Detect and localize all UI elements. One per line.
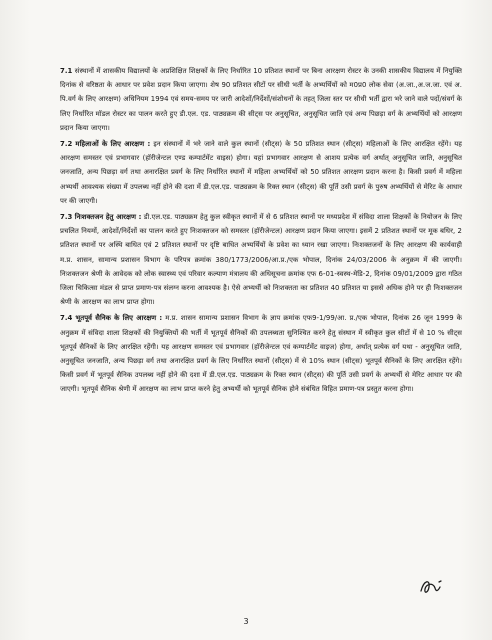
paragraph-number: 7.3 (60, 213, 73, 222)
signature-mark (418, 576, 446, 598)
paragraph-number: 7.4 (60, 314, 73, 323)
page-number: 3 (243, 617, 249, 626)
paragraph-number: 7.1 (60, 67, 73, 75)
paragraph-heading: निःशक्तजन हेतु आरक्षण : (74, 213, 142, 222)
paragraph-7-3 (60, 210, 462, 309)
paragraph-7-2 (60, 137, 462, 208)
paragraph-7-1 (60, 64, 462, 135)
paragraph-7-4 (60, 311, 462, 396)
paragraph-number: 7.2 (60, 140, 73, 149)
paragraph-text: म.प्र. शासन सामान्य प्रशासन विभाग के ज्ञाप क्रमांक एफ9-1/99/आ. प्र./एक भोपाल, दिनांक 26 जून 1999 के अनुक्रम में संविदा शाला शिक्षकों की नियुक्तियों की भर्ती में भूतपूर्व सैनिकों की उपलब्धता सुनिश्चित करने हेतु संस्थान में स्वीकृत कुल सीटों में से 10 % सीट्स भूतपूर्व सैनिकों के लिए आरक्षित रहेंगी। यह आरक्षण समस्तर एवं प्रभागवार (हॉरीजेन्टल एवं कम्पार्टमेंट वाइज) होगा, अर्थात् प्रत्येक वर्ग यथा - अनुसूचित जाति, अनुसूचित जनजाति, अन्य पिछड़ा वर्ग तथा अनारक्षित प्रवर्ग के लिए निर्धारित स्थानों (सीट्स) में से 10% स्थान (सीट्स) भूतपूर्व सैनिकों के लिए आरक्षित रहेंगे। किसी प्रवर्ग में भूतपूर्व सैनिक उपलब्ध नहीं होने की दशा में डी.एल.एड. पाठ्यक्रम के रिक्त स्थान (सीट्स) की पूर्ति उसी प्रवर्ग के अभ्यर्थी से मेरिट आधार पर की जाएगी। भूतपूर्व सैनिक श्रेणी में आरक्षण का लाभ प्राप्त करने हेतु अभ्यर्थी को भूतपूर्व सैनिक होने संबंधित विहित प्रमाण-पत्र प्रस्तुत करना होगा। (60, 314, 462, 394)
paragraph-text: संस्थानों में शासकीय विद्यालयों के अप्रशिक्षित शिक्षकों के लिए निर्धारित 10 प्रतिशत स्थानों पर बिना आरक्षण रोस्टर के उनकी शासकीय विद्यालय में नियुक्ति दिनांक से वरिष्ठता के आधार पर प्रवेश प्रदान किया जाएगा। शेष 90 प्रतिशत सीटों पर सीधी भर्ती के अभ्यर्थियों को म0प्र0 लोक सेवा (अ.जा.,अ.ज.जा. एवं अ. पि.वर्ग के लिए आरक्षण) अधिनियम 1994 एवं समय-समय पर जारी आदेशों/निर्देशों/संशोधनों के तहत् जिला स्तर पर सीधी भर्ती द्वारा भरे जाने वाले पदों/संवर्ग के लिए निर्धारित मॉडल रोस्टर का पालन करते हुए डी.एल. एड. पाठ्यक्रम की सीट्स पर अनुसूचित, अनुसूचित जाति एवं अन्य पिछड़ा वर्ग के अभ्यर्थियों को आरक्षण प्रदान किया जाएगा। (60, 67, 462, 132)
paragraph-heading: महिलाओं के लिए आरक्षण : (75, 140, 151, 149)
paragraph-text: इन संस्थानों में भरे जाने वाले कुल स्थानों (सीट्स) के 50 प्रतिशत स्थान (सीट्स) महिलाओं के लिए आरक्षित रहेंगे। यह आरक्षण समस्तर एवं प्रभागवार (हॉरीजेन्टल एण्ड कम्पार्टमेंट वाइस) होगा। यहां प्रभागवार आरक्षण से आशय प्रत्येक वर्ग अर्थात् अनुसूचित जाति, अनुसूचित जनजाति, अन्य पिछड़ा वर्ग तथा अनारक्षित प्रवर्ग के लिए निर्धारित स्थानों में महिला अभ्यर्थियों को 50 प्रतिशत आरक्षण प्रदान करना है। किसी प्रवर्ग में महिला अभ्यर्थी आवश्यक संख्या में उपलब्ध नहीं होने की दशा में डी.एल.एड. पाठ्यक्रम के रिक्त स्थान (सीट्स) की पूर्ति उसी प्रवर्ग के पुरुष अभ्यर्थियों से मेरिट के आधार पर की जाएगी। (60, 140, 462, 205)
paragraph-text: डी.एल.एड. पाठ्यक्रम हेतु कुल स्वीकृत स्थानों में से 6 प्रतिशत स्थानों पर मध्यप्रदेश में संविदा शाला शिक्षकों के नियोजन के लिए प्रचलित नियमों, आदेशों/निर्देशों का पालन करते हुए निःशक्तजन को समस्तर (हॉरीजेन्टल) आरक्षण प्रदान किया जाएगा। इसमें 2 प्रतिशत स्थानों पर मूक बधिर, 2 प्रतिशत स्थानों पर अस्थि बाधित एवं 2 प्रतिशत स्थानों पर दृष्टि बाधित अभ्यर्थियों के प्रवेश का ध्यान रखा जाएगा। निःशक्तजनों के लिए आरक्षण की कार्यवाही म.प्र. शासन, सामान्य प्रशासन विभाग के परिपत्र क्रमांक 380/1773/2006/आ.प्र./एक भोपाल, दिनांक 24/03/2006 के अनुक्रम में की जाएगी। निःशक्तजन श्रेणी के आवेदक को लोक स्वास्थ्य एवं परिवार कल्याण मंत्रालय की अधिसूचना क्रमांक एफ 6-01-स्वस्थ-मेडि-2, दिनांक 09/01/2009 द्वारा गठित जिला चिकित्सा मंडल से प्राप्त प्रमाण-पत्र संलग्न करना आवश्यक है। ऐसे अभ्यर्थी को निःशक्तता का प्रतिशत 40 प्रतिशत या इससे अधिक होने पर ही निःशक्तजन श्रेणी के आरक्षण का लाभ प्राप्त होगा। (60, 213, 462, 307)
paragraph-heading: भूतपूर्व सैनिक के लिए आरक्षण : (75, 314, 163, 323)
document-body (60, 64, 462, 397)
